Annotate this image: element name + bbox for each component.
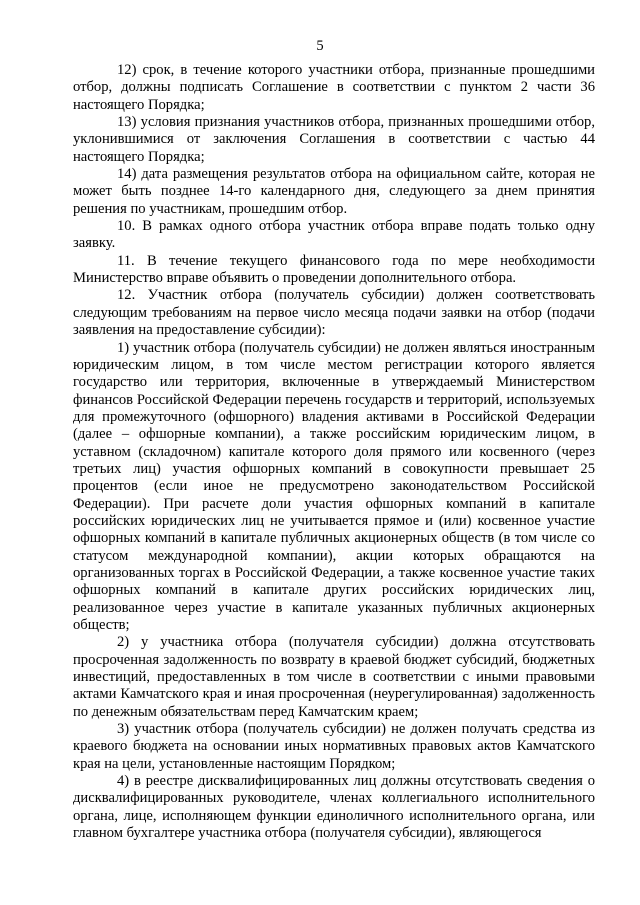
- paragraph-clause-11: 11. В течение текущего финансового года по мере необходимости Министерство вправе объявить о проведении дополнительного отбора.: [73, 252, 595, 287]
- paragraph-item-13: 13) условия признания участников отбора, признанных прошедшими отбор, уклонившимися от заключения Соглашения в соответствии с частью 44 настоящего Порядка;: [73, 114, 595, 165]
- paragraph-item-12: 12) срок, в течение которого участники отбора, признанные прошедшими отбор, должны подписать Соглашение в соответствии с пунктом 2 части 36 настоящего Порядка;: [73, 62, 595, 113]
- paragraph-clause-10: 10. В рамках одного отбора участник отбора вправе подать только одну заявку.: [73, 218, 595, 252]
- paragraph-clause-12: 12. Участник отбора (получатель субсидии) должен соответствовать следующим требованиям на первое число месяца подачи заявки на отбор (подачи заявления на предоставление субсидии):: [73, 287, 595, 339]
- paragraph-requirement-1: 1) участник отбора (получатель субсидии) не должен являться иностранным юридическим лицом, в том числе местом регистрации которого является государство или территория, включенные в утверждаемый Министерством финансов Российской Федерации перечень государств и территорий, используемых для промежуточного (офшорного) владения активами в Российской Федерации (далее – офшорные компании), а также российским юридическим лицом, в уставном (складочном) капитале которого доля прямого или косвенного (через третьих лиц) участия офшорных компаний в совокупности превышает 25 процентов (если иное не предусмотрено законодательством Российской Федерации). При расчете доли участия офшорных компаний в капитале российских юридических лиц не учитывается прямое и (или) косвенное участие офшорных компаний в капитале публичных акционерных обществ (в том числе со статусом международной компании), акции которых обращаются на организованных торгах в Российской Федерации, а также косвенное участие таких офшорных компаний в капитале других российских юридических лиц, реализованное через участие в капитале указанных публичных акционерных обществ;: [73, 339, 595, 633]
- paragraph-requirement-3: 3) участник отбора (получатель субсидии) не должен получать средства из краевого бюджета на основании иных нормативных правовых актов Камчатского края на цели, установленные настоящим Порядком;: [73, 721, 595, 772]
- paragraph-requirement-2: 2) у участника отбора (получателя субсидии) должна отсутствовать просроченная задолженность по возврату в краевой бюджет субсидий, бюджетных инвестиций, предоставленных в том числе в соответствии с иными правовыми актами Камчатского края и иная просроченная (неурегулированная) задолженность по денежным обязательствам перед Камчатским краем;: [73, 634, 595, 720]
- paragraph-requirement-4: 4) в реестре дисквалифицированных лиц должны отсутствовать сведения о дисквалифицированных руководителе, членах коллегиального исполнительного органа, лице, исполняющем функции единоличного исполнительного органа, или главном бухгалтере участника отбора (получателя субсидии), являющегося: [73, 773, 595, 842]
- paragraph-item-14: 14) дата размещения результатов отбора на официальном сайте, которая не может быть позднее 14-го календарного дня, следующего за днем принятия решения по участникам, прошедшим отбор.: [73, 166, 595, 217]
- document-body: [73, 62, 595, 842]
- page-number: 5: [316, 38, 324, 54]
